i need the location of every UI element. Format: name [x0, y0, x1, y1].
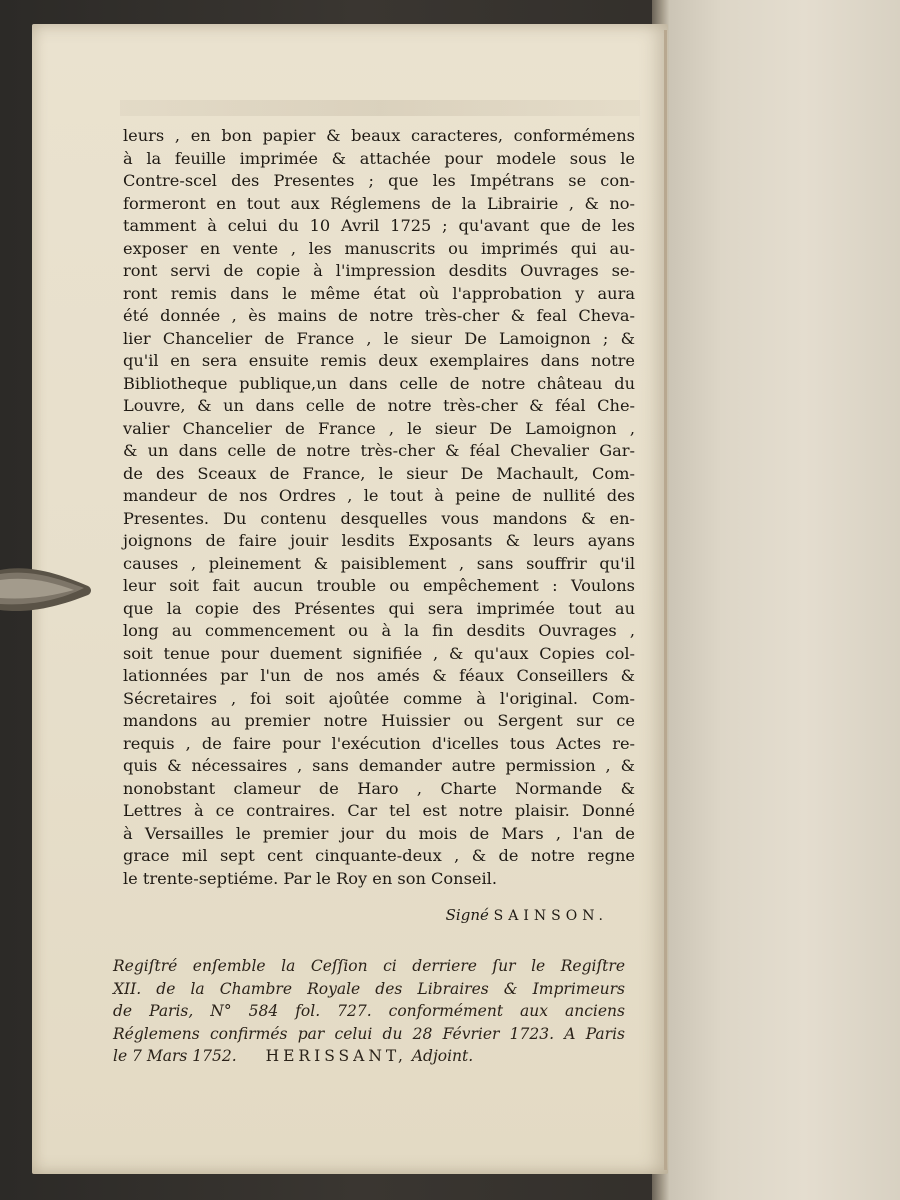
- registry-line: Réglemens confirmés par celui du 28 Février 1723. A Paris: [113, 1024, 625, 1043]
- text-line: qu'il en sera ensuite remis deux exemplaires dans notre: [123, 351, 635, 370]
- registry-line: de Paris, N° 584 fol. 727. conformément aux anciens: [113, 1002, 625, 1020]
- text-line: leurs , en bon papier & beaux caracteres, conformémens: [123, 126, 635, 145]
- text-line: lationnées par l'un de nos amés & féaux Conseillers &: [123, 666, 635, 685]
- text-line: exposer en vente , les manuscrits ou imprimés qui au-: [123, 238, 635, 258]
- text-line: ront remis dans le même état où l'approbation y aura: [123, 283, 635, 303]
- text-line: joignons de faire jouir lesdits Exposants & leurs ayans: [123, 531, 635, 550]
- text-line: tamment à celui du 10 Avril 1725 ; qu'avant que de les: [123, 216, 635, 235]
- text-line: Contre-scel des Presentes ; que les Impétrans se con-: [123, 171, 635, 190]
- signed-name: SAINSON.: [493, 908, 608, 924]
- text-line: à la feuille imprimée & attachée pour modele sous le: [123, 148, 635, 168]
- text-line: requis , de faire pour l'exécution d'icelles tous Actes re-: [123, 733, 635, 753]
- text-line: formeront en tout aux Réglemens de la Librairie , & no-: [123, 193, 635, 213]
- text-line: & un dans celle de notre très-cher & féal Chevalier Gar-: [123, 441, 635, 460]
- text-line: soit tenue pour duement signifiée , & qu'aux Copies col-: [123, 643, 635, 663]
- text-line: été donnée , ès mains de notre très-cher & feal Cheva-: [123, 306, 635, 325]
- text-line: Bibliotheque publique,un dans celle de notre château du: [123, 373, 635, 393]
- text-line: causes , pleinement & paisiblement , sans souffrir qu'il: [123, 553, 635, 573]
- text-line: Lettres à ce contraires. Car tel est notre plaisir. Donné: [123, 801, 635, 820]
- text-line: leur soit fait aucun trouble ou empêchement : Voulons: [123, 576, 635, 595]
- text-line: Louvre, & un dans celle de notre très-cher & féal Che-: [123, 396, 635, 415]
- text-line: que la copie des Présentes qui sera imprimée tout au: [123, 598, 635, 618]
- registry-date: le 7 Mars 1752.: [113, 1047, 237, 1065]
- text-line: le trente-septiéme. Par le Roy en son Conseil.: [123, 868, 497, 888]
- text-line: mandons au premier notre Huissier ou Sergent sur ce: [123, 711, 635, 730]
- text-line: quis & nécessaires , sans demander autre permission , &: [123, 756, 635, 775]
- registry-line: Regiſtré enſemble la Ceſſion ci derriere ſur le Regiſtre: [113, 957, 625, 975]
- text-line: Presentes. Du contenu desquelles vous mandons & en-: [123, 508, 635, 528]
- text-line: à Versailles le premier jour du mois de Mars , l'an de: [123, 823, 635, 843]
- text-line: long au commencement ou à la fin desdits Ouvrages ,: [123, 621, 635, 640]
- page-edge: [664, 30, 667, 1170]
- signed-label: Signé: [445, 906, 489, 924]
- registry-title: Adjoint.: [411, 1047, 474, 1065]
- text-line: valier Chancelier de France , le sieur De Lamoignon ,: [123, 418, 635, 438]
- text-line: mandeur de nos Ordres , le tout à peine de nullité des: [123, 486, 635, 505]
- bleed-through-rule: [120, 100, 640, 116]
- text-line: grace mil sept cent cinquante-deux , & de notre regne: [123, 846, 635, 865]
- signature-line: [32, 906, 608, 924]
- text-line: Sécretaires , foi soit ajoûtée comme à l'original. Com-: [123, 688, 635, 708]
- text-line: lier Chancelier de France , le sieur De Lamoignon ; &: [123, 328, 635, 348]
- text-line: de des Sceaux de France, le sieur De Machault, Com-: [123, 463, 635, 483]
- text-line: ront servi de copie à l'impression desdits Ouvrages se-: [123, 261, 635, 280]
- registry-note: [113, 955, 625, 1068]
- text-line: nonobstant clameur de Haro , Charte Normande &: [123, 778, 635, 798]
- ribbon-bookmark-icon: [0, 560, 95, 618]
- registry-name: HERISSANT,: [265, 1047, 407, 1065]
- left-page: [32, 24, 668, 1174]
- registry-line: XII. de la Chambre Royale des Libraires & Imprimeurs: [113, 979, 625, 998]
- right-page: [662, 0, 900, 1200]
- privilege-text: [123, 125, 635, 890]
- registry-line: [113, 1045, 625, 1068]
